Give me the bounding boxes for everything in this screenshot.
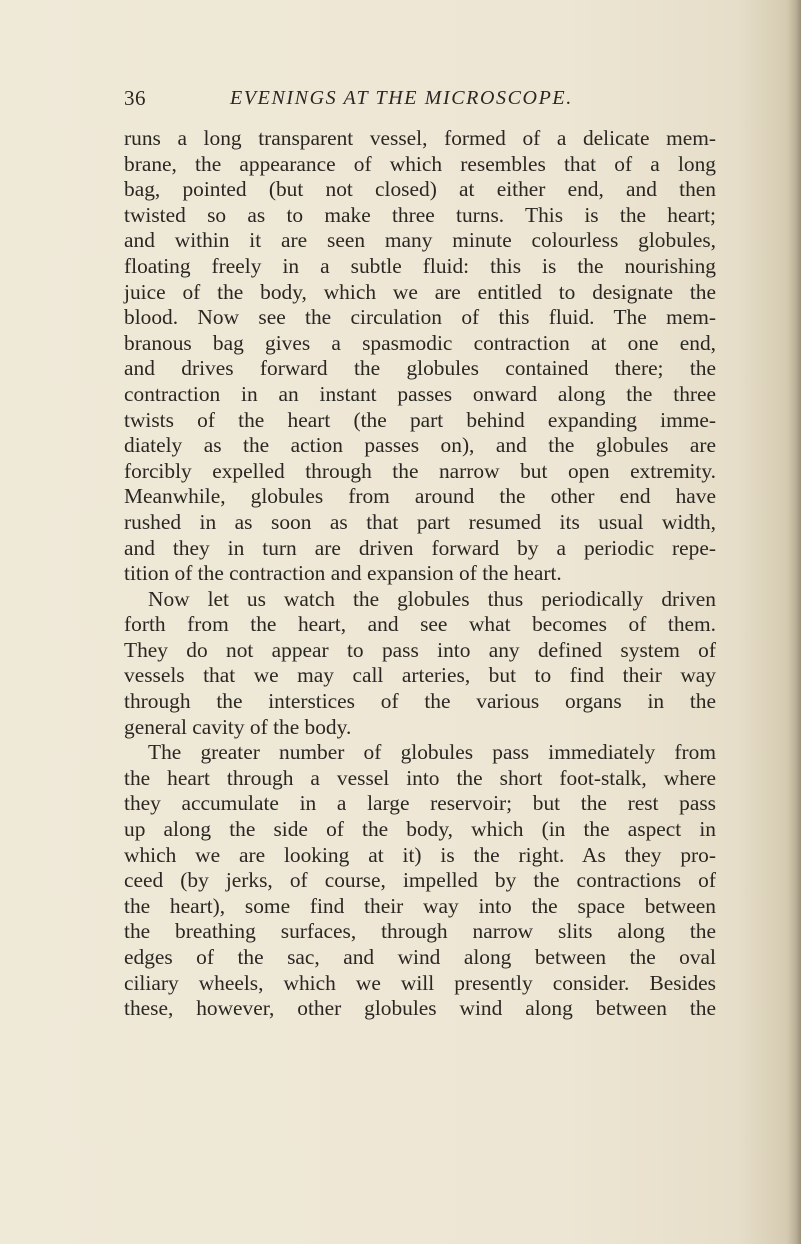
text-line: vessels that we may call arteries, but to find their way: [124, 663, 716, 688]
text-line: tition of the contraction and expansion of the heart.: [124, 561, 562, 586]
text-line: Meanwhile, globules from around the other end have: [124, 484, 716, 509]
text-line: twisted so as to make three turns. This is the heart;: [124, 202, 716, 227]
text-line: the breathing surfaces, through narrow slits along the: [124, 919, 716, 944]
page-edge-shadow: [787, 0, 801, 1244]
text-line: the heart through a vessel into the short foot-stalk, where: [124, 765, 716, 790]
text-line: floating freely in a subtle fluid: this is the nourishing: [124, 253, 716, 278]
text-line: and within it are seen many minute colourless globules,: [124, 228, 716, 253]
text-line: up along the side of the body, which (in the aspect in: [124, 817, 716, 842]
text-line: diately as the action passes on), and the globules are: [124, 433, 716, 458]
running-title: EVENINGS AT THE MICROSCOPE.: [230, 87, 573, 109]
text-line: they accumulate in a large reservoir; but the rest pass: [124, 791, 716, 816]
page-number: 36: [124, 86, 146, 110]
text-line: the heart), some find their way into the space between: [124, 893, 716, 918]
text-line: through the interstices of the various organs in the: [124, 689, 716, 714]
text-line: forth from the heart, and see what becomes of them.: [124, 612, 716, 637]
text-line: twists of the heart (the part behind expanding imme-: [124, 407, 716, 432]
text-line: which we are looking at it) is the right. As they pro-: [124, 842, 716, 867]
text-line: contraction in an instant passes onward along the three: [124, 381, 716, 406]
text-line: Now let us watch the globules thus periodically driven: [148, 586, 716, 611]
text-line: ceed (by jerks, of course, impelled by the contractions of: [124, 868, 716, 893]
text-line: brane, the appearance of which resembles that of a long: [124, 151, 716, 176]
text-line: and drives forward the globules contained there; the: [124, 356, 716, 381]
text-line: general cavity of the body.: [124, 714, 352, 739]
text-line: blood. Now see the circulation of this fluid. The mem-: [124, 305, 716, 330]
text-line: forcibly expelled through the narrow but open extremity.: [124, 458, 716, 483]
text-line: The greater number of globules pass immediately from: [148, 740, 716, 765]
text-line: runs a long transparent vessel, formed of a delicate mem-: [124, 126, 716, 150]
text-line: and they in turn are driven forward by a periodic repe-: [124, 535, 716, 560]
text-line: edges of the sac, and wind along between the oval: [124, 945, 716, 969]
text-line: bag, pointed (but not closed) at either end, and then: [124, 177, 716, 202]
text-line: these, however, other globules wind along between the: [124, 996, 716, 1021]
text-line: branous bag gives a spasmodic contraction at one end,: [124, 330, 716, 355]
text-line: rushed in as soon as that part resumed its usual width,: [124, 509, 716, 534]
text-line: juice of the body, which we are entitled to designate the: [124, 279, 716, 304]
page-header: [124, 86, 684, 120]
body-text: [124, 126, 716, 1022]
text-line: ciliary wheels, which we will presently consider. Besides: [124, 970, 716, 995]
text-line: They do not appear to pass into any defined system of: [124, 637, 716, 662]
